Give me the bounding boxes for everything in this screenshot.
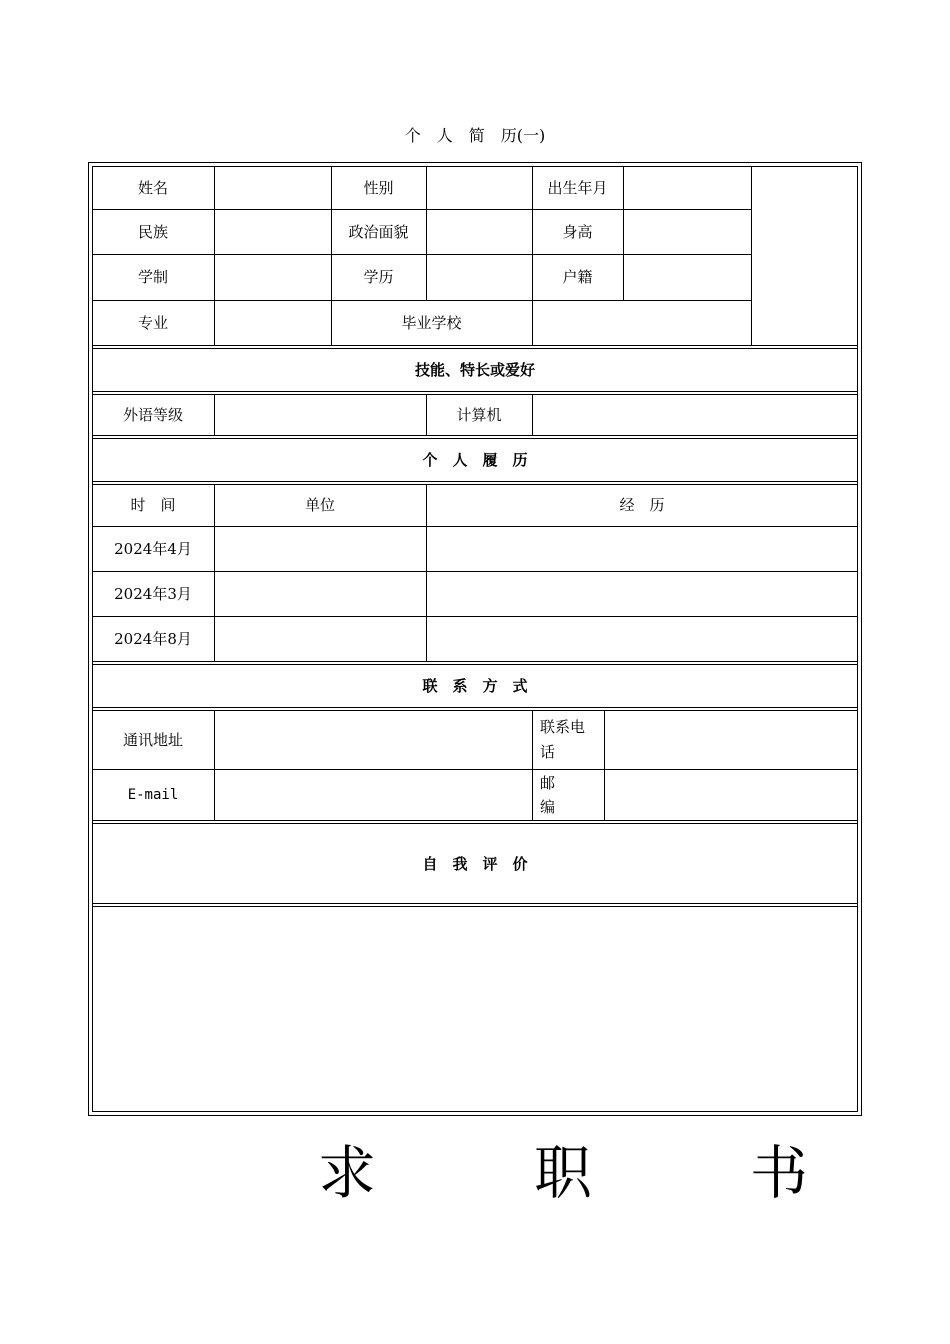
contact-header: 联 系 方 式: [422, 677, 528, 695]
history-experience-field[interactable]: [426, 571, 858, 616]
email-label: E-mail: [127, 786, 179, 803]
email-field[interactable]: [214, 769, 532, 820]
postcode-field[interactable]: [604, 769, 858, 820]
gender-field[interactable]: [426, 166, 532, 209]
evaluation-header: 自 我 评 价: [422, 854, 528, 873]
political-field[interactable]: [426, 209, 532, 254]
table-border-bottom: [92, 1111, 858, 1112]
postcode-label: 邮编: [540, 774, 556, 816]
footer-char-3: 书: [750, 1139, 809, 1207]
computer-label: 计算机: [456, 405, 502, 424]
computer-field[interactable]: [532, 394, 858, 435]
phone-field[interactable]: [604, 710, 858, 769]
footer-char-1: 求: [318, 1139, 377, 1207]
history-experience-field[interactable]: [426, 526, 858, 571]
major-label: 专业: [137, 313, 168, 332]
history-unit-field[interactable]: [214, 571, 426, 616]
skills-header: 技能、特长或爱好: [414, 361, 535, 379]
footer-char-2: 职: [534, 1139, 593, 1207]
history-unit-field[interactable]: [214, 526, 426, 571]
history-col-unit: 单位: [304, 496, 335, 514]
page-title: 个 人 简 历(一): [404, 126, 546, 145]
photo-area[interactable]: [751, 166, 857, 346]
language-field[interactable]: [214, 394, 426, 435]
name-field[interactable]: [214, 166, 331, 209]
language-label: 外语等级: [122, 405, 183, 424]
history-col-experience: 经 历: [619, 496, 665, 514]
school-label: 毕业学校: [401, 313, 462, 332]
education-label: 学历: [363, 268, 394, 286]
history-time-3: 2024年8月: [114, 629, 192, 648]
history-experience-field[interactable]: [426, 616, 858, 661]
evaluation-field[interactable]: [92, 907, 858, 1111]
height-field[interactable]: [623, 209, 751, 254]
ethnicity-label: 民族: [137, 222, 168, 241]
address-field[interactable]: [214, 710, 532, 769]
schooling-field[interactable]: [214, 254, 331, 300]
major-field[interactable]: [214, 300, 331, 345]
education-field[interactable]: [426, 254, 532, 300]
address-label: 通讯地址: [122, 730, 183, 749]
name-label: 姓名: [137, 178, 168, 197]
gender-label: 性别: [363, 178, 394, 197]
ethnicity-field[interactable]: [214, 209, 331, 254]
hukou-field[interactable]: [623, 254, 751, 300]
height-label: 身高: [562, 222, 593, 241]
school-field[interactable]: [532, 300, 751, 345]
phone-label: 联系电话: [540, 718, 586, 761]
birth-label: 出生年月: [547, 178, 608, 197]
history-unit-field[interactable]: [214, 616, 426, 661]
political-label: 政治面貌: [348, 222, 409, 241]
hukou-label: 户籍: [562, 268, 593, 286]
history-time-1: 2024年4月: [114, 539, 192, 558]
col-divider: [532, 710, 533, 821]
history-col-time: 时 间: [130, 496, 176, 514]
schooling-label: 学制: [137, 268, 168, 286]
birth-field[interactable]: [623, 166, 751, 209]
history-time-2: 2024年3月: [114, 584, 192, 603]
history-header: 个 人 履 历: [422, 451, 528, 469]
